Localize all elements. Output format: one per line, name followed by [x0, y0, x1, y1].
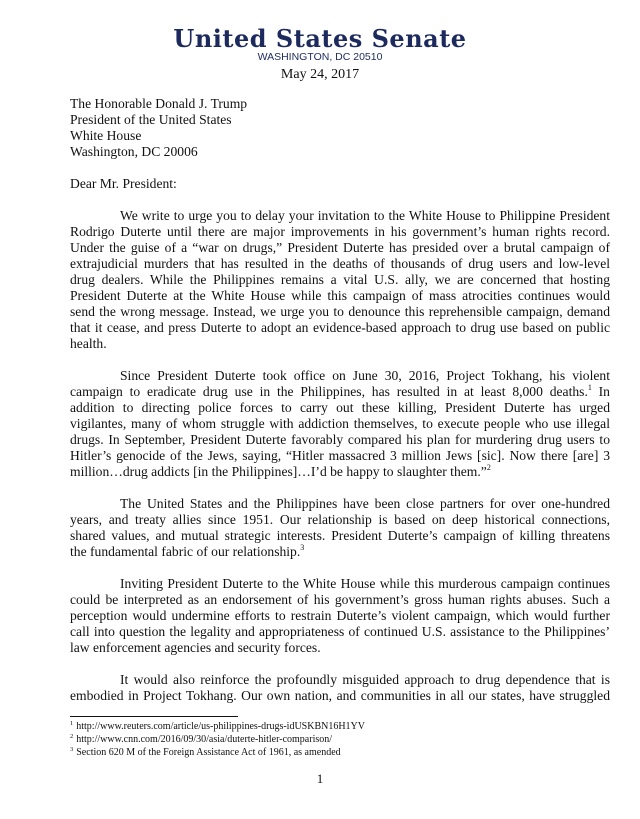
footnote-divider: [70, 716, 238, 717]
letterhead-address: WASHINGTON, DC 20510: [257, 51, 383, 63]
footnote-text: http://www.cnn.com/2016/09/30/asia/duterte-hitler-comparison/: [76, 733, 333, 745]
letterhead-title: United States Senate: [173, 24, 467, 53]
footnote-number: 2: [70, 732, 74, 740]
text-line: years, and treaty allies since 1951. Our relationship is based on deep historical connections,: [70, 512, 610, 527]
paragraph: [70, 496, 610, 560]
footnote-text: Section 620 M of the Foreign Assistance Act of 1961, as amended: [76, 746, 341, 758]
footnote: [70, 721, 365, 734]
footnote-marker: 3: [300, 543, 305, 552]
text-line: embodied in Project Tokhang. Our own nation, and communities in all our states, have struggled: [70, 688, 610, 703]
text-line: drug dealers. While the Philippines remains a vital U.S. ally, we are concerned that hosting: [70, 272, 610, 287]
address-line: The Honorable Donald J. Trump: [70, 96, 248, 111]
text-line: [70, 544, 610, 560]
letter-body: [70, 96, 610, 704]
footnote-number: 3: [70, 745, 74, 753]
address-line: White House: [70, 128, 142, 143]
text-line: Hitler’s genocide of the Jews, saying, “Hitler massacred 3 million Jews [sic]. Now there [are] 3: [70, 448, 610, 463]
address-line: President of the United States: [70, 112, 232, 127]
text-line: [70, 464, 610, 480]
text-line: shared values, and mutual strategic interests. President Duterte’s campaign of killing threatens: [70, 528, 610, 543]
text-line: addition to directing police forces to carry out these killing, President Duterte has urged: [70, 400, 610, 415]
text-line: could be interpreted as an endorsement of his government’s gross human rights abuses. Such a: [70, 592, 610, 607]
paragraph: [70, 368, 610, 480]
footnote-text: http://www.reuters.com/article/us-philippines-drugs-idUSKBN16H1YV: [76, 721, 366, 732]
text-line: [70, 384, 610, 400]
text-line: Inviting President Duterte to the White House while this murderous campaign continues: [120, 576, 610, 591]
text-line: health.: [70, 336, 107, 351]
salutation-text: Dear Mr. President:: [70, 176, 177, 191]
paragraph: [70, 672, 610, 704]
footnote-marker: 2: [486, 463, 491, 472]
text-line: It would also reinforce the profoundly misguided approach to drug dependence that is: [120, 672, 610, 687]
text-line: law enforcement agencies and security forces.: [70, 640, 321, 655]
paragraph: [70, 208, 610, 352]
salutation: [70, 176, 610, 192]
paragraph: [70, 576, 610, 656]
footnote-marker: 1: [587, 383, 592, 392]
text-line: drugs. In September, President Duterte favorably compared his plan for murdering drug users to: [70, 432, 610, 447]
text-line: call into question the legality and appropriateness of continued U.S. assistance to the Philippines’: [70, 624, 610, 639]
text-line: send the wrong message. Instead, we urge you to denounce this reprehensible campaign, demand: [70, 304, 610, 319]
paragraphs: [70, 208, 610, 704]
letter-date: May 24, 2017: [280, 67, 360, 82]
text-line: The United States and the Philippines have been close partners for over one-hundred: [120, 496, 610, 511]
text-line: Rodrigo Duterte until there are major improvements in his government’s human rights record.: [70, 224, 610, 239]
footnotes: [70, 721, 365, 759]
footnote: [70, 747, 365, 760]
page-number: 1: [316, 771, 324, 786]
text-segment: campaign to eradicate drug use in the Philippines, has resulted in at least 8,000 deaths.: [70, 384, 588, 399]
text-line: Under the guise of a “war on drugs,” President Duterte has presided over a brutal campaign of: [70, 240, 610, 255]
text-line: President Duterte at the White House while this campaign of mass atrocities continues would: [70, 288, 610, 303]
text-line: We write to urge you to delay your invitation to the White House to Philippine President: [120, 208, 610, 223]
footnote-number: 1: [70, 720, 74, 727]
address-line: Washington, DC 20006: [70, 144, 198, 159]
text-segment: the fundamental fabric of our relationship.: [70, 544, 301, 559]
text-segment: In: [591, 384, 610, 399]
text-line: that it cease, and press Duterte to adopt an evidence-based approach to drug use based on public: [70, 320, 610, 335]
text-line: perception would undermine efforts to restrain Duterte’s violent campaign, which would further: [70, 608, 610, 623]
footnote: [70, 734, 365, 747]
text-segment: million…drug addicts [in the Philippines]…I’d be happy to slaughter them.”: [70, 464, 487, 479]
recipient-address: [70, 96, 610, 160]
text-line: vigilantes, many of whom struggle with addiction themselves, to execute people who use illegal: [70, 416, 610, 431]
text-line: Since President Duterte took office on June 30, 2016, Project Tokhang, his violent: [120, 368, 610, 383]
text-line: extrajudicial murders that has resulted in the deaths of thousands of drug users and low-level: [70, 256, 610, 271]
